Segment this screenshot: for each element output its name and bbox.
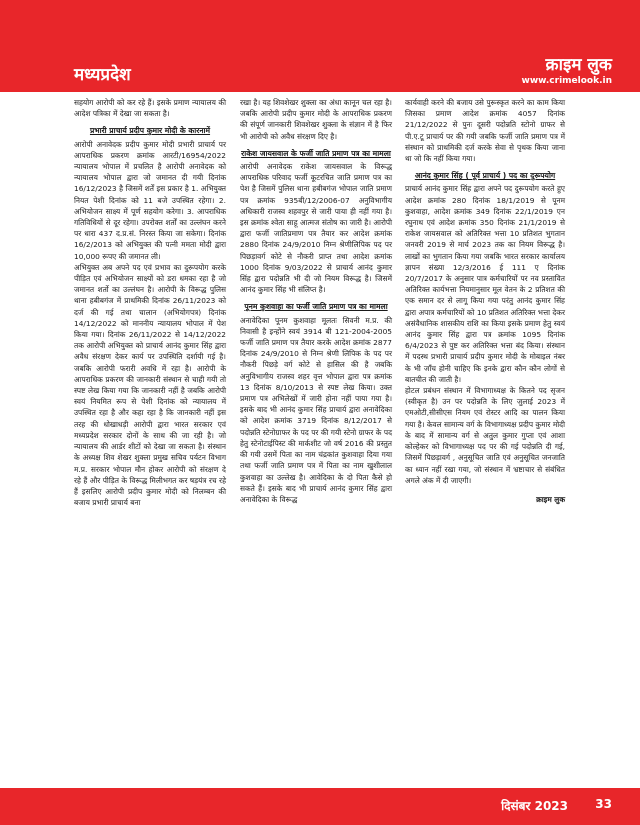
page-footer: [0, 788, 640, 825]
column-2: [240, 97, 392, 505]
paragraph: होटल प्रबंधन संस्थान में विभागाध्यक्ष के कितने पद सृजन (स्वीकृत है) उन पर पदोन्नति के लिए जुलाई 2023 में एमओटी,सीसीएस नियम एवं रोस्टर आदि का पालन किया गया है। केवल सामान्य वर्ग के विभागाध्यक्ष प्रदीप कुमार मोदी के बाद में सामान्य वर्ग से अतुल कुमार गुप्ता एवं आशा कोल्हेकर को विभागाध्यक्ष पद पर की गई पदोन्नति दी गई, जिसमें पिछड़ावर्ग , अनुसूचित जाति एवं अनुसूचित जनजाति का ध्यान नहीं रखा गया, जो संस्थान में भ्रष्टाचार से संबंधित अगले अंक में दी जाएगी।: [405, 386, 565, 485]
column-1: [74, 97, 226, 508]
paragraph: आरोपी अनावेदक प्रदीप कुमार मोदी प्रभारी प्राचार्य पर आपराधिक प्रकरण क्रमांक आरटी/16954/2022 न्यायालय भोपाल में प्रचलित है आरोपी अनावेदक को न्यायालय भोपाल द्वारा जो जमानत दी गयी दिनांक 16/12/2023 है जिसमें शर्तें इस प्रकार है 1. अभियुक्त नियत पेशी दिनांक को 11 बजे उपस्थित रहेगा। 2. अभियोजन साक्ष्य में पूर्ण सहयोग करेगा। 3. आपराधिक गतिविधियों से दूर रहेगा। उपरोक्त शर्तों का उल्लंघन करने पर धारा 437 द.प्र.सं. निरस्त किया जा सकेगा। दिनांक 16/2/2013 को अभियुक्त की पत्नी ममता मोदी द्वारा 10,000 रूपए की जमानत ली।: [74, 139, 226, 261]
signature: क्राइम लुक: [536, 494, 565, 504]
paragraph: अभियुक्त अब अपने पद एवं प्रभाव का दुरूपयोग करके पीड़ित एवं अभियोजन साक्ष्यों को डरा धमका रहा है जो जमानत शर्तो का उल्लंघन है। आरोपी के विरूद्ध पुलिस थाना हबीबगंज में प्राथमिकी दिनांक 26/11/2023 को दर्ज की गई तथा चालान (अभियोगपत्र) दिनांक 14/12/2022 को माननीय न्यायालय भोपाल में पेश किया गया। दिनांक 26/11/2022 से 14/12/2022 तक आरोपी अभियुक्त को प्राचार्य आनंद कुमार सिंह द्वारा अवैध संरक्षण देकर कार्य पर उपस्थिति दर्शायी गई है। जबकि आरोपी फरारी अवधि में रहा है। आरोपी के आपराधिक प्रकरण की जानकारी संस्थान से चाही गयी तो स्पष्ट लेख किया गया कि जानकारी नहीं है जबकि आरोपी स्वयं नियमित रूप से पेशी दिनांक को न्यायालय में उपस्थित रहा है और कहा रहा है कि जानकारी नहीं इस तरह की धोखाधड़ी आरोपी द्वारा भारत सरकार एवं मध्यप्रदेश सरकार दोनों के साथ की जा रही है। जो न्यायालय की आर्डर शीटों को देखा जा सकता है। संस्थान के अध्यक्ष शिव शेखर शुक्ला प्रमुख सचिव पर्यटन विभाग म.प्र. सरकार भोपाल मौन होकर आरोपी को संरक्षण दे रहे हैं और पीड़ित के विरूद्ध मिलीभगत कर षड़यंत्र रच रहे हैं इसलिए आरोपी प्रदीप कुमार मोदी को निलम्बन की बजाय प्रभारी प्राचार्य बना: [74, 262, 226, 508]
paragraph: सहयोग आरोपी को कर रहे हैं। इसके प्रमाण न्यायालय की आदेश पत्रिका में देखा जा सकता है।: [74, 98, 226, 119]
article-heading: आनंद कुमार सिंह ( पूर्व प्राचार्य ) पद का दुरूपयोग: [414, 171, 556, 181]
paragraph: अनावेदिका पूनम कुशवाहा मूलतः सिवनी म.प्र. की निवासी है इन्होंने स्वयं 3914 बी 121-2004-2005 फर्जी जाति प्रमाण पत्र तैयार करके आदेश क्रमांक 2877 दिनांक 24/9/2010 से निम्न श्रेणी लिपिक के पद पर नौकरी पिछड़े वर्ग कोटे से हासिल की है जबकि अनुविभागीय राजस्व शहर वृत्त भोपाल द्वारा पत्र क्रमांक 13 दिनांक 8/10/2013 से स्पष्ट लेख किया। उक्त प्रमाण पत्र अभिलेखों में जारी होना नहीं पाया गया है। इसके बाद भी आनंद कुमार सिंह प्राचार्य द्वारा अनावेदिका को आदेश क्रमांक 3719 दिनांक 8/12/2017 से पदोन्नति स्टेनोग्राफर के पद पर की गयी स्टेनो ग्राफर के पद हेतु स्टेनोटाईपिस्ट की मार्कशीट जो वर्ष 2016 की प्रस्तुत की गयी उसमें पिता का नाम चंद्रकांत कुशवाहा दिया गया तथा फर्जी जाति प्रमाण पत्र में पिता का नाम खुशीलाल कुशवाहा का उल्लेख है। आवेदिका के दो पिता कैसे हो सकते हैं। इसके बाद भी प्राचार्य आनंद कुमार सिंह द्वारा अनावेदिका के विरूद्ध: [240, 315, 392, 504]
column-3: [405, 97, 565, 505]
paragraph: रखा है। यह शिवशेखर शुक्ला का अंधा कानून चल रहा है। जबकि आरोपी प्रदीप कुमार मोदी के आपराधिक प्रकरण की संपूर्ण जानकारी शिवशेखर शुक्ला के संज्ञान में है फिर भी आरोपी को अवैध संरक्षण दिए है।: [240, 98, 392, 141]
paragraph: कार्यवाही करने की बजाय उसे पुरूस्कृत करने का काम किया जिसका प्रमाण आदेश क्रमांक 4057 दिनांक 21/12/2022 से पुनः दूसरी पदोन्नति स्टोनो ग्राफर से पी.ए.टू प्राचार्य पर की गयी जबकि फर्जी जाति प्रमाण पत्र में संस्थान को प्राथमिकी दर्ज करके सेवा से पृथक किया जाना था जो कि नहीं किया गया।: [405, 98, 565, 164]
page-number: 33: [595, 797, 612, 811]
paragraph: आरोपी अनावेदक राकेश जायसवाल के विरूद्ध आपराधिक परिवाद फर्जी कूटरचित जाति प्रमाण पत्र का पेश है जिसमें पुलिस थाना हबीबगंज भोपाल जाति प्रमाण पत्र क्रमांक 935बी/12/2006-07 अनुविभागीय अधिकारी राजस्व शहवपुर से जारी पाया ही नहीं गया है। इस क्रमांक श्वेता साहू आत्मज संतोष का जारी है। आरोपी द्वारा फर्जी जातिप्रमाण पत्र तैयार कर आदेश क्रमांक 2880 दिनांक 24/9/2010 निम्न श्रेणीलिपिक पद पर पिछड़ावर्ग कोटे से नौकरी प्राप्त तथा आदेश क्रमांक 1000 दिनांक 9/03/2022 से प्राचार्य आनंद कुमार सिंह द्वारा पदोन्नति भी दी जो नियम विरूद्ध है। जिसमें आनंद कुमार सिंह भी संलिप्त है।: [240, 162, 392, 295]
article-heading: प्रभारी प्राचार्य प्रदीप कुमार मोदी के कारनामें: [89, 126, 211, 136]
article-heading: पूनम कुशवाहा का फर्जी जाति प्रमाण पत्र का मामला: [244, 302, 388, 312]
paragraph: प्राचार्य आनंद कुमार सिंह द्वारा अपने पद दुरूपयोग करते हुए आदेश क्रमांक 280 दिनांक 18/1/2019 से पूनम कुशवाहा, आदेश क्रमांक 349 दिनांक 22/1/2019 एन रघुनाथ एवं आदेश क्रमांक 350 दिनांक 21/1/2019 से राकेश जायसवाल को अतिरिक्त भत्ता 10 प्रतिशत भुगतान जनवरी 2019 से मार्च 2023 तक का नियम विरूद्ध है। लाखों का भुगतान किया गया जबकि भारत सरकार कार्यालय ज्ञापन संख्या 12/3/2016 ई 111 ए दिनांक 20/7/2017 के अनुसार पात्र कर्मचारियों पर नव प्रस्तावित अतिरिक्त कार्यभत्ता नियमानुसार मूल वेतन के 2 प्रतिशत की एक समान दर से लागू किया गया परंतु आनंद कुमार सिंह द्वारा अपात्र कर्मचारियों को 10 प्रतिशत अतिरिक्त भत्ता देकर असंवैधानिक शासकीय राशि का किया इसके प्रमाण हेतु स्वयं आनंद कुमार सिंह द्वारा पत्र क्रमांक 1095 दिनांक 6/4/2023 से पुष्ट कर अतिरिक्त भत्ता बंद किया। संस्थान में पदस्थ प्रभारी प्राचार्य प्रदीप कुमार मोदी के मोबाइल नंबर के भी जाँच होनी चाहिए कि इनके द्वारा कौन कौन लोगों से बातचीत की जाती है।: [405, 184, 565, 384]
masthead: [522, 52, 612, 86]
section-title: मध्यप्रदेश: [74, 65, 131, 85]
website-url[interactable]: www.crimelook.in: [521, 76, 612, 86]
article-heading: राकेश जायसवाल के फर्जी जाति प्रमाण पत्र का मामला: [241, 148, 391, 158]
issue-date: दिसंबर 2023: [501, 799, 568, 813]
page-header: [0, 0, 640, 92]
brand-logo: क्राइम लुक: [545, 55, 612, 75]
